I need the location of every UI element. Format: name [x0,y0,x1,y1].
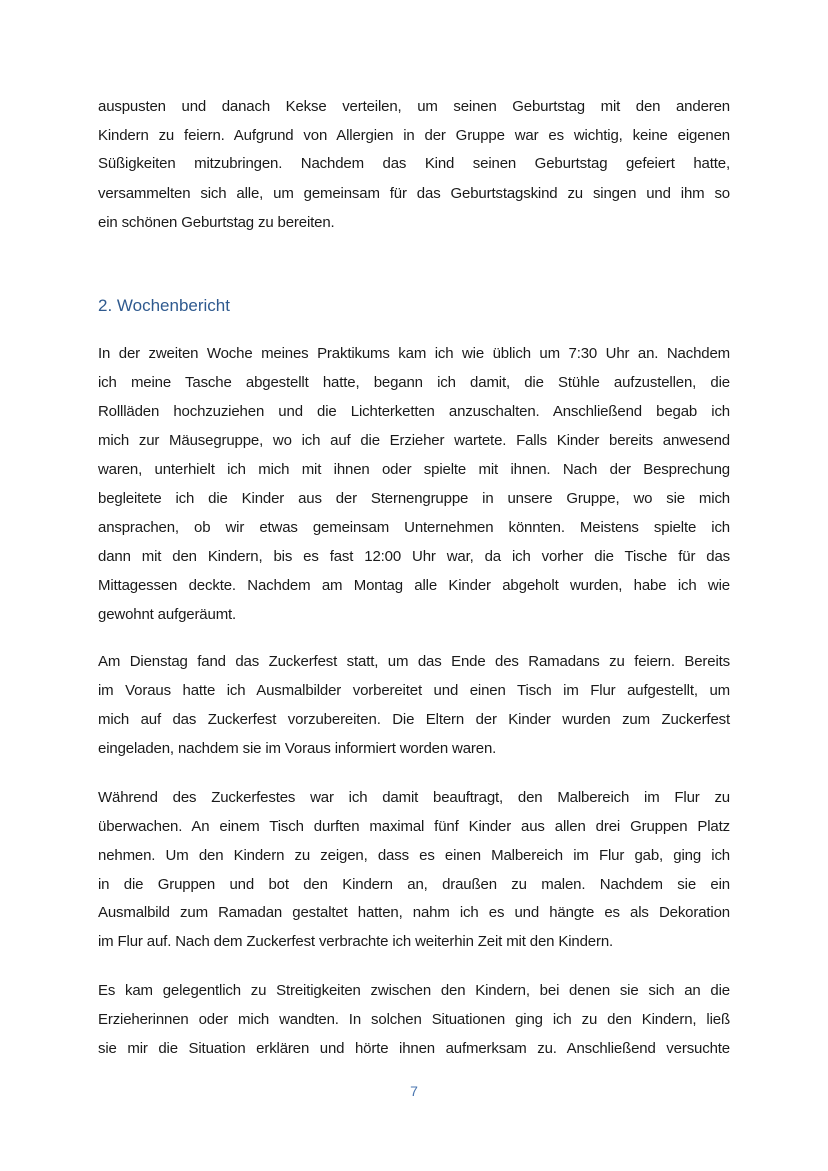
text-line: dann mit den Kindern, bis es fast 12:00 Uhr war, da ich vorher die Tische für das [98,548,730,565]
text-line: Rollläden hochzuziehen und die Lichterketten anzuschalten. Anschließend begab ich [98,403,730,420]
text-line: In der zweiten Woche meines Praktikums kam ich wie üblich um 7:30 Uhr an. Nachdem [98,345,730,362]
text-line: auspusten und danach Kekse verteilen, um seinen Geburtstag mit den anderen [98,98,730,115]
text-line: Während des Zuckerfestes war ich damit beauftragt, den Malbereich im Flur zu [98,789,730,806]
text-line: Kindern zu feiern. Aufgrund von Allergien in der Gruppe war es wichtig, keine eigenen [98,127,730,144]
text-line: gewohnt aufgeräumt. [98,606,237,623]
text-line: begleitete ich die Kinder aus der Sternengruppe in unsere Gruppe, wo sie mich [98,490,730,507]
text-line: ich meine Tasche abgestellt hatte, begann ich damit, die Stühle aufzustellen, die [98,374,730,391]
text-line: ein schönen Geburtstag zu bereiten. [98,214,335,231]
text-line: Ausmalbild zum Ramadan gestaltet hatten, nahm ich es und hängte es als Dekoration [98,904,730,921]
text-line: Am Dienstag fand das Zuckerfest statt, um das Ende des Ramadans zu feiern. Bereits [98,653,730,670]
text-line: mich auf das Zuckerfest vorzubereiten. Die Eltern der Kinder wurden zum Zuckerfest [98,711,730,728]
text-line: im Voraus hatte ich Ausmalbilder vorbereitet und einen Tisch im Flur aufgestellt, um [98,682,730,699]
text-line: überwachen. An einem Tisch durften maximal fünf Kinder aus allen drei Gruppen Platz [98,818,730,835]
text-line: sie mir die Situation erklären und hörte ihnen aufmerksam zu. Anschließend versuchte [98,1040,730,1057]
text-line: mich zur Mäusegruppe, wo ich auf die Erzieher wartete. Falls Kinder bereits anwesend [98,432,730,449]
page-number: 7 [410,1083,418,1099]
section-heading: 2. Wochenbericht [98,296,230,315]
text-line: in die Gruppen und bot den Kindern an, draußen zu malen. Nachdem sie ein [98,876,730,893]
text-line: versammelten sich alle, um gemeinsam für das Geburtstagskind zu singen und ihm so [98,185,730,202]
text-line: waren, unterhielt ich mich mit ihnen oder spielte mit ihnen. Nach der Besprechung [98,461,730,478]
text-line: Süßigkeiten mitzubringen. Nachdem das Kind seinen Geburtstag gefeiert hatte, [98,155,730,172]
text-line: ansprachen, ob wir etwas gemeinsam Unternehmen könnten. Meistens spielte ich [98,519,730,536]
text-line: nehmen. Um den Kindern zu zeigen, dass es einen Malbereich im Flur gab, ging ich [98,847,730,864]
text-line: Erzieherinnen oder mich wandten. In solchen Situationen ging ich zu den Kindern, ließ [98,1011,730,1028]
text-line: eingeladen, nachdem sie im Voraus informiert worden waren. [98,740,497,757]
text-line: Es kam gelegentlich zu Streitigkeiten zwischen den Kindern, bei denen sie sich an die [98,982,730,999]
text-line: Mittagessen deckte. Nachdem am Montag alle Kinder abgeholt wurden, habe ich wie [98,577,730,594]
text-line: im Flur auf. Nach dem Zuckerfest verbrachte ich weiterhin Zeit mit den Kindern. [98,933,614,950]
